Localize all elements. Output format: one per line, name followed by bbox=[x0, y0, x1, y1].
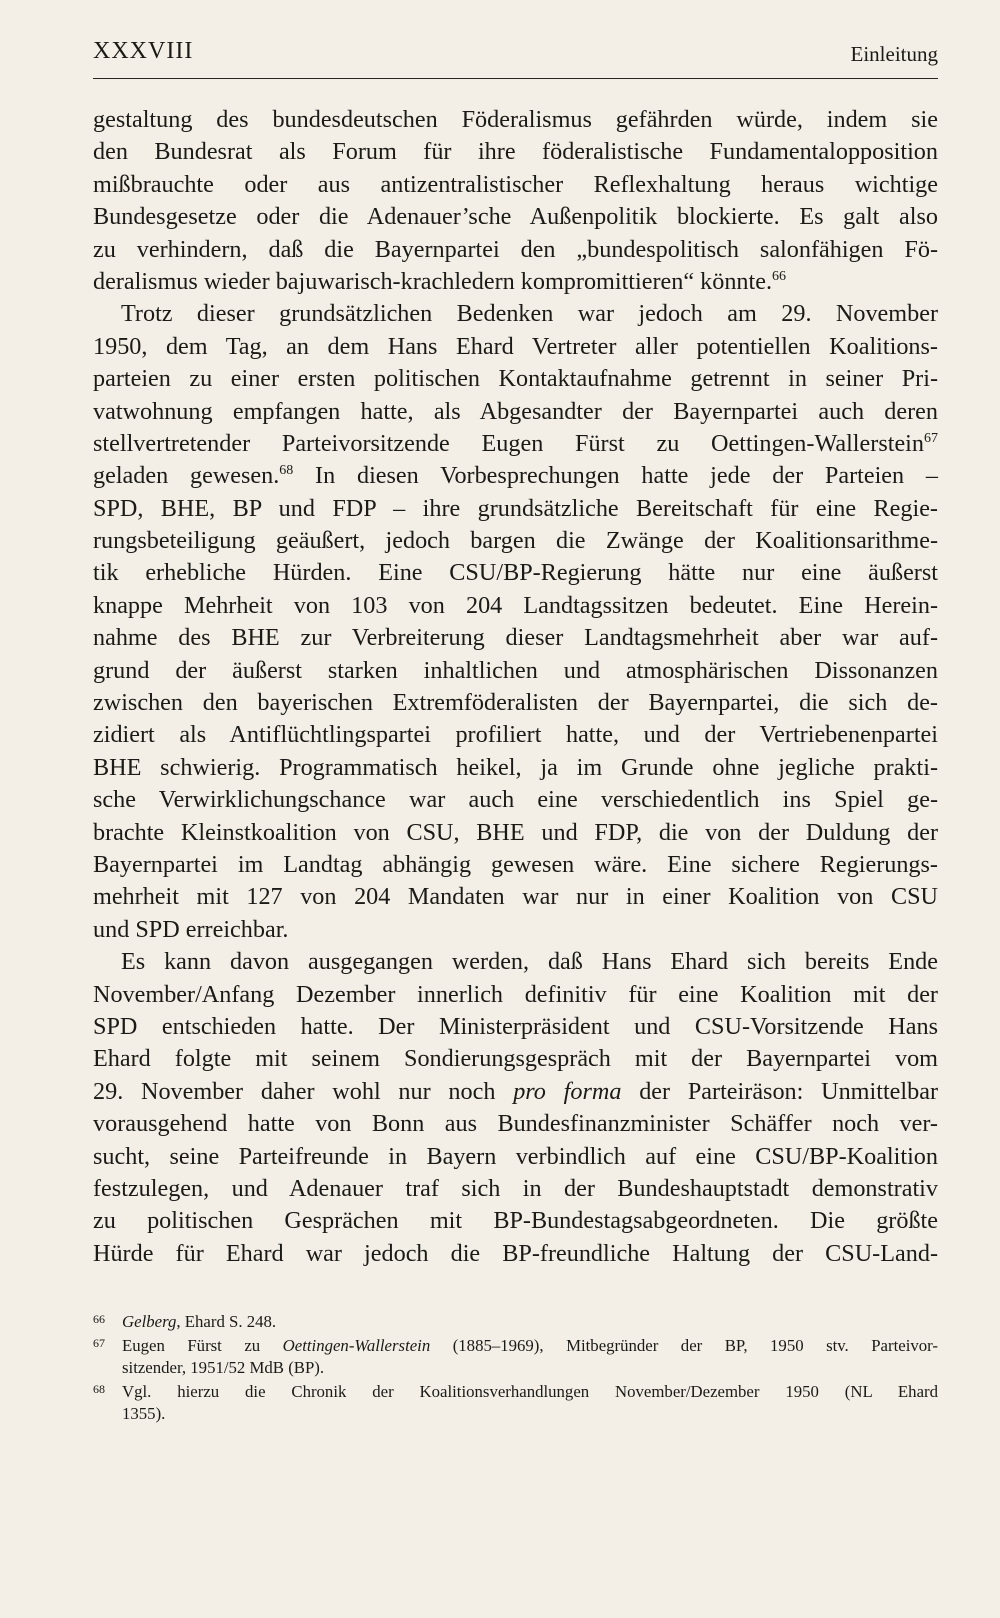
text-line: gestaltung des bundesdeutschen Föderalismus gefährden würde, indem sie bbox=[93, 106, 938, 133]
text-line: deralismus wieder bajuwarisch-krachledern kompromittieren“ könnte.$^{66}$ bbox=[93, 267, 787, 295]
text-line: sche Verwirklichungschance war auch eine verschiedentlich ins Spiel ge- bbox=[93, 786, 938, 814]
text-line: Ehard folgte mit seinem Sondierungsgespräch mit der Bayernpartei vom bbox=[93, 1045, 938, 1073]
footnote-ref-67: 67 bbox=[924, 430, 938, 446]
footnote-67: 67 Eugen Fürst zu Oettingen-Wallerstein (1885–1969), Mitbegründer der BP, 1950 stv. Parteivor- sitzender, 1951/52 MdB (BP). bbox=[93, 1336, 938, 1377]
text-line: zu verhindern, daß die Bayernpartei den „bundespolitisch salonfähigen Fö- bbox=[93, 235, 938, 263]
text-line: festzulegen, und Adenauer traf sich in der Bundeshauptstadt demonstrativ bbox=[93, 1174, 938, 1202]
footnote-ref-66: 66 bbox=[772, 268, 787, 284]
text-line: geladen gewesen.$^{68}$ In diesen Vorbesprechungen hatte jede der Parteien – bbox=[93, 462, 938, 490]
text-line: parteien zu einer ersten politischen Kontaktaufnahme getrennt in seiner Pri- bbox=[93, 365, 938, 393]
text-line: SPD entschieden hatte. Der Ministerpräsident und CSU-Vorsitzende Hans bbox=[93, 1012, 938, 1040]
text-line: zu politischen Gesprächen mit BP-Bundestagsabgeordneten. Die größte bbox=[93, 1207, 938, 1235]
text-line: den Bundesrat als Forum für ihre föderalistische Fundamentalopposition bbox=[93, 138, 938, 166]
paragraph-start: Trotz dieser grundsätzlichen Bedenken war jedoch am 29. November bbox=[121, 300, 938, 328]
running-header bbox=[93, 38, 938, 79]
footnote-68: 68 Vgl. hierzu die Chronik der Koalitionsverhandlungen November/Dezember 1950 (NL Ehard 1355). bbox=[93, 1382, 938, 1423]
text-line: vorausgehend hatte von Bonn aus Bundesfinanzminister Schäffer noch ver- bbox=[93, 1110, 938, 1138]
page-number: XXXVIII bbox=[93, 38, 194, 64]
text-line: zidiert als Antiflüchtlingspartei profiliert hatte, und der Vertriebenenpartei bbox=[93, 721, 938, 749]
footnote-ref-68: 68 bbox=[279, 463, 294, 479]
text-line: 1950, dem Tag, an dem Hans Ehard Vertreter aller potentiellen Koalitions- bbox=[93, 332, 938, 360]
text-line: grund der äußerst starken inhaltlichen und atmosphärischen Dissonanzen bbox=[93, 656, 938, 684]
text-line: November/Anfang Dezember innerlich definitiv für eine Koalition mit der bbox=[93, 980, 938, 1008]
footnote-mark: 66 bbox=[93, 1312, 105, 1326]
text-line: und SPD erreichbar. bbox=[93, 915, 289, 943]
text-line: Bundesgesetze oder die Adenauer’sche Außenpolitik blockierte. Es galt also bbox=[93, 203, 938, 231]
running-title: Einleitung bbox=[850, 42, 938, 66]
text-line: SPD, BHE, BP und FDP – ihre grundsätzliche Bereitschaft für eine Regie- bbox=[93, 494, 938, 522]
footnote-mark: 68 bbox=[93, 1382, 105, 1396]
text-line: stellvertretender Parteivorsitzende Eugen Fürst zu Oettingen-Wallerstein$^{67}$ bbox=[93, 429, 938, 457]
text-line: Hürde für Ehard war jedoch die BP-freundliche Haltung der CSU-Land- bbox=[93, 1239, 938, 1267]
text-line: rungsbeteiligung geäußert, jedoch bargen die Zwänge der Koalitionsarithme- bbox=[93, 527, 938, 555]
text-line: mißbrauchte oder aus antizentralistischer Reflexhaltung heraus wichtige bbox=[93, 170, 938, 198]
italic-phrase: pro forma bbox=[513, 1077, 622, 1105]
text-line: knappe Mehrheit von 103 von 204 Landtagssitzen bedeutet. Eine Herein- bbox=[93, 591, 938, 619]
text-line: Bayernpartei im Landtag abhängig gewesen wäre. Eine sichere Regierungs- bbox=[93, 850, 938, 878]
footnote-66: 66 Gelberg, Ehard S. 248. bbox=[93, 1312, 277, 1331]
footnotes bbox=[93, 1311, 938, 1427]
text-line: brachte Kleinstkoalition von CSU, BHE und FDP, die von der Duldung der bbox=[93, 818, 938, 846]
text-line: 29. November daher wohl nur noch pro forma der Parteiräson: Unmittelbar bbox=[93, 1077, 938, 1105]
footnote-mark: 67 bbox=[93, 1336, 105, 1350]
text-line: nahme des BHE zur Verbreiterung dieser Landtagsmehrheit aber war auf- bbox=[93, 624, 938, 652]
text-line: sucht, seine Parteifreunde in Bayern verbindlich auf eine CSU/BP-Koalition bbox=[93, 1142, 938, 1170]
text-line: mehrheit mit 127 von 204 Mandaten war nur in einer Koalition von CSU bbox=[93, 883, 938, 911]
paragraph-start: Es kann davon ausgegangen werden, daß Hans Ehard sich bereits Ende bbox=[121, 948, 938, 976]
text-line: tik erhebliche Hürden. Eine CSU/BP-Regierung hätte nur eine äußerst bbox=[93, 559, 938, 587]
body-text bbox=[93, 104, 938, 1270]
text-line: BHE schwierig. Programmatisch heikel, ja im Grunde ohne jegliche prakti- bbox=[93, 753, 938, 781]
text-line: vatwohnung empfangen hatte, als Abgesandter der Bayernpartei auch deren bbox=[93, 397, 938, 425]
text-line: zwischen den bayerischen Extremföderalisten der Bayernpartei, die sich de- bbox=[93, 689, 938, 717]
